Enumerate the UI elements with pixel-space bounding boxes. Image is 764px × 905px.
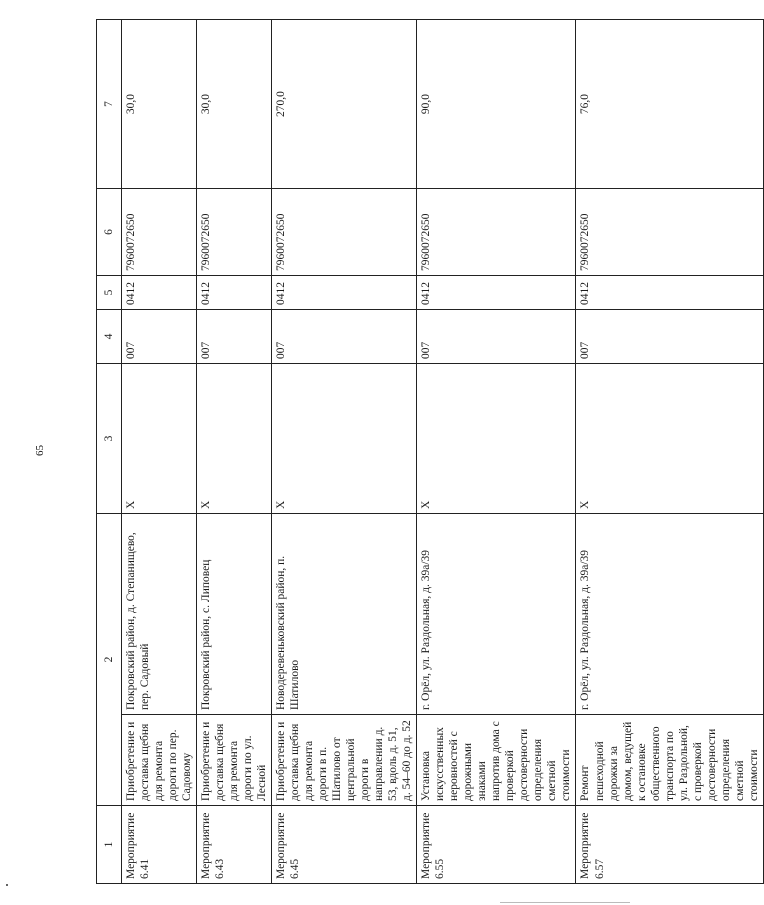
scan-speck [6,884,8,886]
rotated-table-wrapper [96,20,760,884]
header-cell-6: 6 [97,189,122,276]
measure-code: Мероприятие 6.41 [122,806,197,884]
measure-col4: 007 [197,310,272,364]
measure-mark: X [576,364,763,514]
measure-amount: 30,0 [197,20,272,189]
header-row [97,20,122,884]
measure-title: Ремонт пешеходной дорожки за домом, ведущей к остановке общественного транспорта по ул. Раздольной, с проверкой достоверности определения сметной стоимости [576,715,763,806]
measure-mark: X [272,364,417,514]
measure-location: г. Орёл, ул. Раздольная, д. 39а/39 [576,514,763,715]
measure-title: Приобретение и доставка щебня для ремонта дороги в п. Шатилово от центральной дороги в направлении д. 53, вдоль д. 51, д. 54–60 до д. 52 [272,715,417,806]
measure-col6: 7960072650 [122,189,197,276]
measure-code: Мероприятие 6.55 [417,806,576,884]
measure-col6: 7960072650 [197,189,272,276]
measure-col4: 007 [417,310,576,364]
measure-col6: 7960072650 [272,189,417,276]
measure-code: Мероприятие 6.57 [576,806,763,884]
header-cell-5: 5 [97,276,122,310]
measure-amount: 270,0 [272,20,417,189]
measure-col4: 007 [122,310,197,364]
table-row [417,20,576,884]
measure-amount: 30,0 [122,20,197,189]
measure-title: Установка искусственных неровностей с дорожными знаками напротив дома с проверкой достоверности определения сметной стоимости [417,715,576,806]
measure-mark: X [417,364,576,514]
measure-col6: 7960072650 [417,189,576,276]
measure-col4: 007 [576,310,763,364]
table-row [197,20,272,884]
table-row [122,20,197,884]
measure-location: Покровский район, с. Липовец [197,514,272,715]
header-cell-3: 3 [97,364,122,514]
table-row [576,20,763,884]
measure-col4: 007 [272,310,417,364]
header-cell-4: 4 [97,310,122,364]
measure-col5: 0412 [122,276,197,310]
measure-code: Мероприятие 6.43 [197,806,272,884]
measure-mark: X [197,364,272,514]
measure-col5: 0412 [417,276,576,310]
measure-title: Приобретение и доставка щебня для ремонта дороги по ул. Лесной [197,715,272,806]
measure-amount: 76,0 [576,20,763,189]
page-number: 65 [34,445,46,456]
scan-edge-line [500,902,630,903]
header-cell-1: 1 [97,806,122,884]
measure-mark: X [122,364,197,514]
measures-table [96,19,764,884]
measure-col5: 0412 [576,276,763,310]
header-cell-7: 7 [97,20,122,189]
measure-location: Новодеревеньковский район, п. Шатилово [272,514,417,715]
measure-amount: 90,0 [417,20,576,189]
header-cell-2: 2 [97,514,122,806]
measure-col5: 0412 [272,276,417,310]
table-row [272,20,417,884]
measure-location: г. Орёл, ул. Раздольная, д. 39а/39 [417,514,576,715]
measure-col6: 7960072650 [576,189,763,276]
measure-location: Покровский район, д. Степанищево, пер. Садовый [122,514,197,715]
measure-col5: 0412 [197,276,272,310]
measure-title: Приобретение и доставка щебня для ремонта дороги по пер. Садовому [122,715,197,806]
measure-code: Мероприятие 6.45 [272,806,417,884]
